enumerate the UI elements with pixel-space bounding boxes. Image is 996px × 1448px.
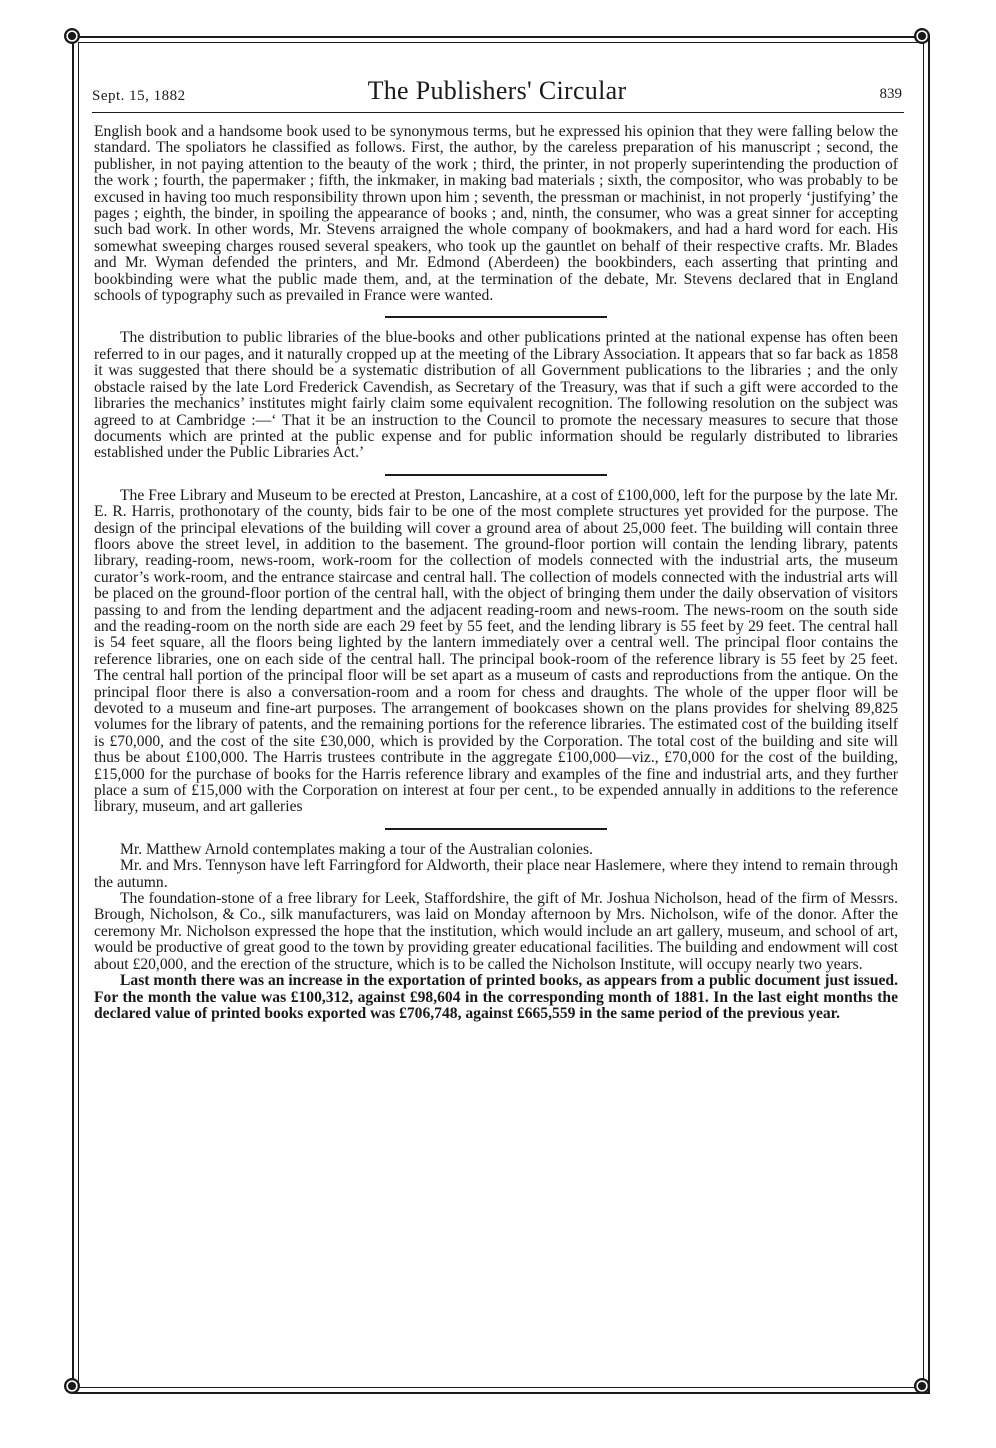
article-body [94, 124, 898, 1022]
issue-date: Sept. 15, 1882 [92, 88, 186, 104]
section-divider [385, 316, 607, 318]
corner-ornament-icon [64, 28, 80, 44]
corner-ornament-icon [914, 1378, 930, 1394]
paragraph-bookmakers: English book and a handsome book used to be synonymous terms, but he expressed his opinion that they were falling below the standard. The spoliators he classified as follows. First, the author, by the careless preparation of his manuscript ; second, the publisher, in not paying attention to the beauty of the work ; third, the printer, in not properly superintending the production of the work ; fourth, the papermaker ; fifth, the inkmaker, in making bad materials ; sixth, the compositor, who was probably to be excused in having too much responsibility thrown upon him ; seventh, the pressman or machinist, in not properly ‘justifying’ the pages ; eighth, the binder, in spoiling the appearance of books ; and, ninth, the consumer, who was a great sinner for accepting such bad work. In other words, Mr. Stevens arraigned the whole company of bookmakers, and had a hard word for each. His somewhat sweeping charges roused several speakers, who took up the gauntlet on behalf of their respective crafts. Mr. Blades and Mr. Wyman defended the printers, and Mr. Edmond (Aberdeen) the bookbinders, each asserting that printing and bookbinding were what the public made them, and, at the termination of the debate, Mr. Stevens declared that in England schools of typography such as prevailed in France were wanted. [94, 123, 898, 305]
news-item-arnold: Mr. Matthew Arnold contemplates making a tour of the Australian colonies. [120, 840, 593, 858]
news-items [94, 842, 898, 1022]
paragraph-preston-library: The Free Library and Museum to be erected at Preston, Lancashire, at a cost of £100,000, left for the purpose by the late Mr. E. R. Harris, prothonotary of the county, bids fair to be one of the most complete structures yet provided for the purpose. The design of the principal elevations of the building will cover a ground area of about 25,000 feet. The building will contain three floors above the street level, in addition to the basement. The ground-floor portion will contain the lending library, patents library, reading-room, news-room, work-room for the collection of models connected with the industrial arts, the museum curator’s work-room, and the entrance staircase and central hall. The collection of models connected with the industrial arts will be placed on the ground-floor portion of the central hall, with the object of bringing them under the daily observation of visitors passing to and from the lending department and the adjacent reading-room and news-room. The news-room on the south side and the reading-room on the north side are each 29 feet by 55 feet, and the lending library is 55 feet by 29 feet. The central hall is 54 feet square, all the floors being lighted by the lantern immediately over a central well. The principal floor contains the reference libraries, one on each side of the central hall. The principal book-room of the reference library is 55 feet by 25 feet. The central hall portion of the principal floor will be set apart as a museum of casts and reproductions from the antique. On the principal floor there is also a conversation-room and a room for chess and draughts. The whole of the upper floor will be devoted to a museum and fine-art purposes. The arrangement of bookcases shown on the plans provides for shelving 89,825 volumes for the library of patents, and the remaining portions for the reference libraries. The estimated cost of the building itself is £70,000, and the cost of the site £30,000, which is provided by the Corporation. The total cost of the building and site will thus be about £100,000. The Harris trustees contribute in the aggregate £100,000—viz., £70,000 for the cost of the building, £15,000 for the purchase of books for the Harris reference library and examples of the fine and industrial arts, and they further place a sum of £15,000 with the Corporation on interest at four per cent., to be expended annually in additions to the reference library, museum, and art galleries [94, 486, 898, 816]
news-item-book-exports: Last month there was an increase in the exportation of printed books, as appears from a public document just issued. For the month the value was £100,312, against £98,604 in the corresponding month of 1881. In the last eight months the declared value of printed books exported was £706,748, against £665,559 in the same period of the previous year. [94, 972, 898, 1022]
section-divider [385, 474, 607, 476]
paragraph-blue-books: The distribution to public libraries of the blue-books and other publications printed at the national expense has often been referred to in our pages, and it naturally cropped up at the meeting of the Library Association. It appears that so far back as 1858 it was suggested that there should be a systematic distribution of all Government publications to the libraries ; and the only obstacle raised by the late Lord Frederick Cavendish, as Secretary of the Treasury, was that if such a gift were accorded to the libraries the mechanics’ institutes might fairly claim some equivalent recognition. The following resolution on the subject was agreed to at Cambridge :—‘ That it be an instruction to the Council to promote the necessary measures to secure that those documents which are printed at the public expense and for public information should be regularly distributed to libraries established under the Public Libraries Act.’ [94, 329, 898, 462]
journal-title: The Publishers' Circular [367, 76, 627, 105]
news-item-leek-library: The foundation-stone of a free library for Leek, Staffordshire, the gift of Mr. Joshua Nicholson, head of the firm of Messrs. Brough, Nicholson, & Co., silk manufacturers, was laid on Monday afternoon by Mrs. Nicholson, wife of the donor. After the ceremony Mr. Nicholson expressed the hope that the institution, which would include an art gallery, museum, and school of art, would be productive of great good to the town by providing greater educational facilities. The building and endowment will cost about £20,000, and the erection of the structure, which is to be called the Nicholson Institute, will occupy nearly two years. [94, 890, 898, 973]
corner-ornament-icon [914, 28, 930, 44]
news-item-tennyson: Mr. and Mrs. Tennyson have left Farringford for Aldworth, their place near Haslemere, where they intend to remain through the autumn. [94, 857, 898, 891]
section-divider [385, 828, 607, 830]
page-header [92, 76, 902, 108]
corner-ornament-icon [64, 1378, 80, 1394]
page-number: 839 [879, 86, 902, 102]
header-rule [92, 112, 904, 113]
